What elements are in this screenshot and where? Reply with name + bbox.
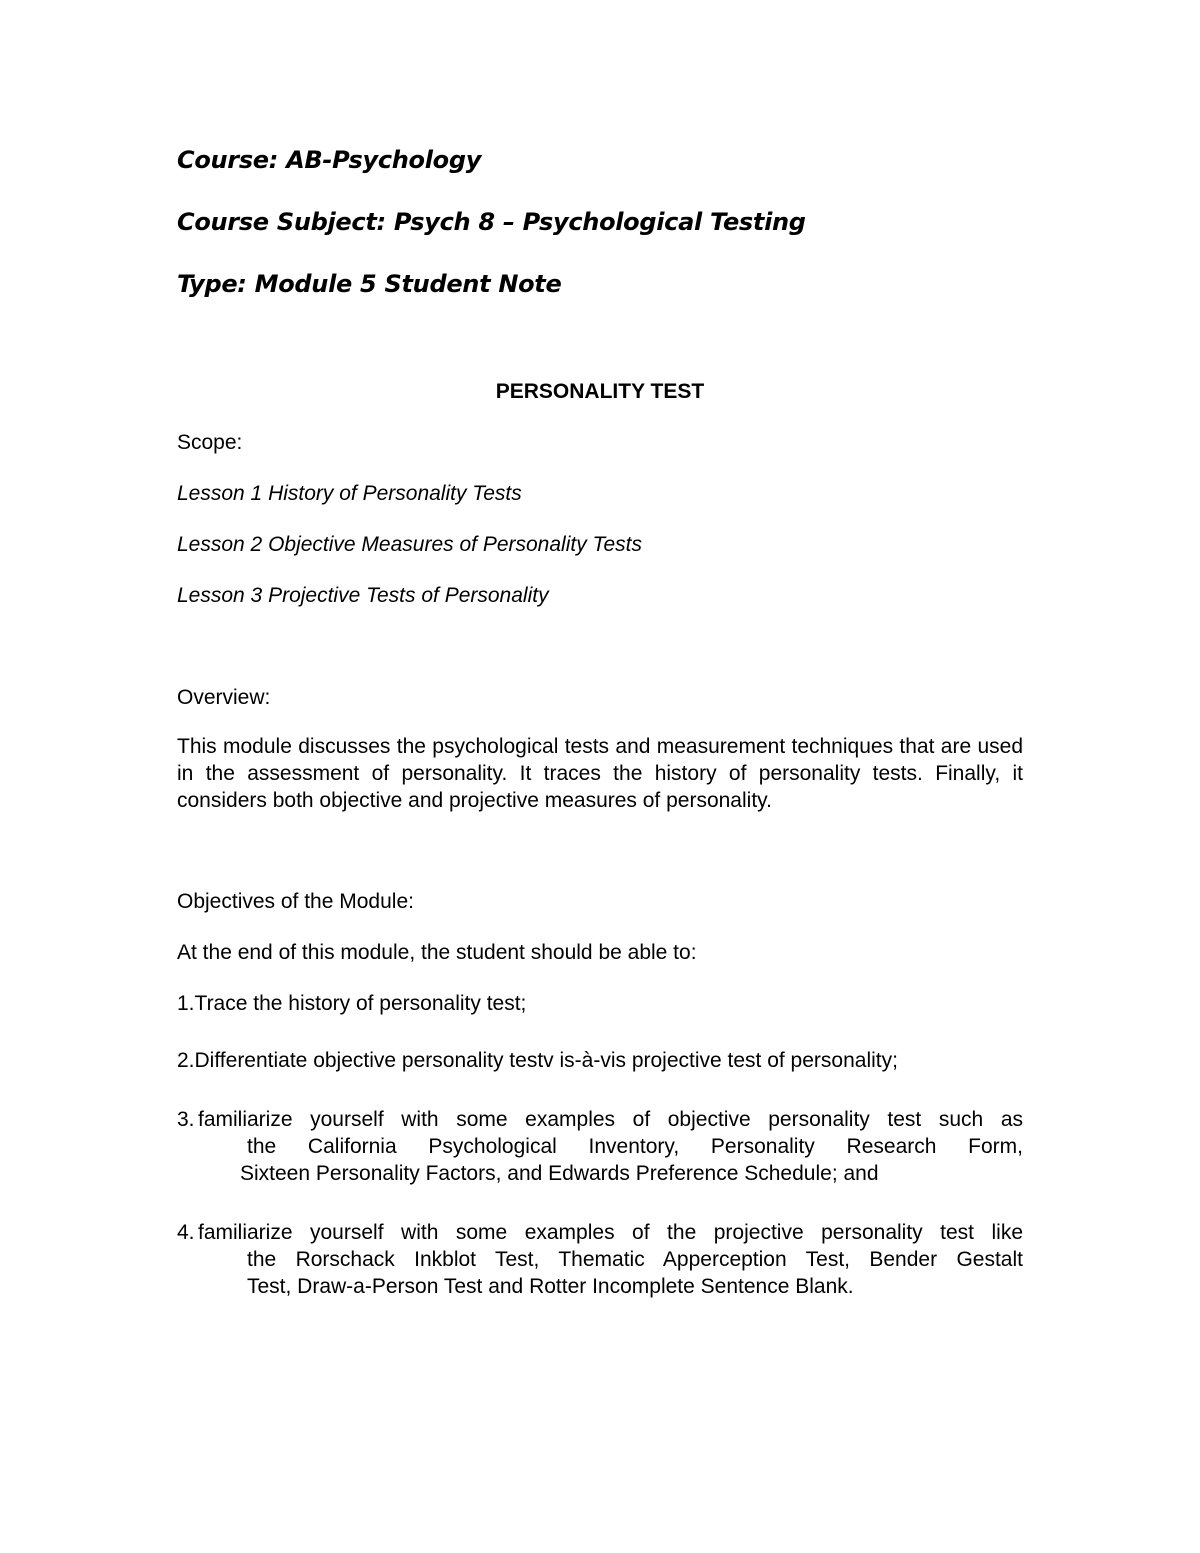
objective-number: 2. [177, 1049, 195, 1072]
objective-text-line: the Rorschack Inkblot Test, Thematic Apperception Test, Bender Gestalt [247, 1248, 1023, 1271]
objective-item [177, 1047, 898, 1074]
objective-text-continuation [177, 1246, 1023, 1300]
objective-text: Differentiate objective personality testv is-à-vis projective test of personality; [194, 1049, 898, 1072]
objective-item [177, 1219, 1023, 1300]
overview-label: Overview: [177, 686, 271, 709]
scope-lesson-1: Lesson 1 History of Personality Tests [177, 482, 522, 505]
objectives-label: Objectives of the Module: [177, 890, 414, 913]
objective-text-line: familiarize yourself with some examples of the projective personality test like [198, 1221, 1023, 1244]
scope-lesson-3: Lesson 3 Projective Tests of Personality [177, 584, 549, 607]
scope-lesson-2: Lesson 2 Objective Measures of Personality Tests [177, 533, 642, 556]
objective-number: 3. [177, 1108, 195, 1131]
objectives-intro: At the end of this module, the student should be able to: [177, 941, 697, 964]
course-heading: Course: AB-Psychology [177, 146, 482, 174]
course-subject-heading: Course Subject: Psych 8 – Psychological Testing [177, 208, 806, 236]
objective-text-continuation [177, 1133, 1023, 1187]
objective-text-line: the California Psychological Inventory, Personality Research Form, [247, 1135, 1023, 1158]
objective-text-line: familiarize yourself with some examples of objective personality test such as [198, 1108, 1023, 1131]
objective-item [177, 1106, 1023, 1187]
objective-number: 1. [177, 992, 195, 1015]
scope-label: Scope: [177, 431, 243, 454]
objective-item [177, 990, 526, 1017]
objective-text-line: Sixteen Personality Factors, and Edwards Preference Schedule; and [240, 1162, 879, 1185]
module-type-heading: Type: Module 5 Student Note [177, 270, 562, 298]
overview-paragraph: This module discusses the psychological tests and measurement techniques that are used in the assessment of personality. It traces the history of personality tests. Finally, it considers both objective and projective measures of personality. [177, 735, 1023, 812]
objective-text-line: Test, Draw-a-Person Test and Rotter Incomplete Sentence Blank. [247, 1275, 854, 1298]
page-title: PERSONALITY TEST [495, 380, 705, 403]
objective-text: Trace the history of personality test; [194, 992, 527, 1015]
objective-number: 4. [177, 1221, 195, 1244]
